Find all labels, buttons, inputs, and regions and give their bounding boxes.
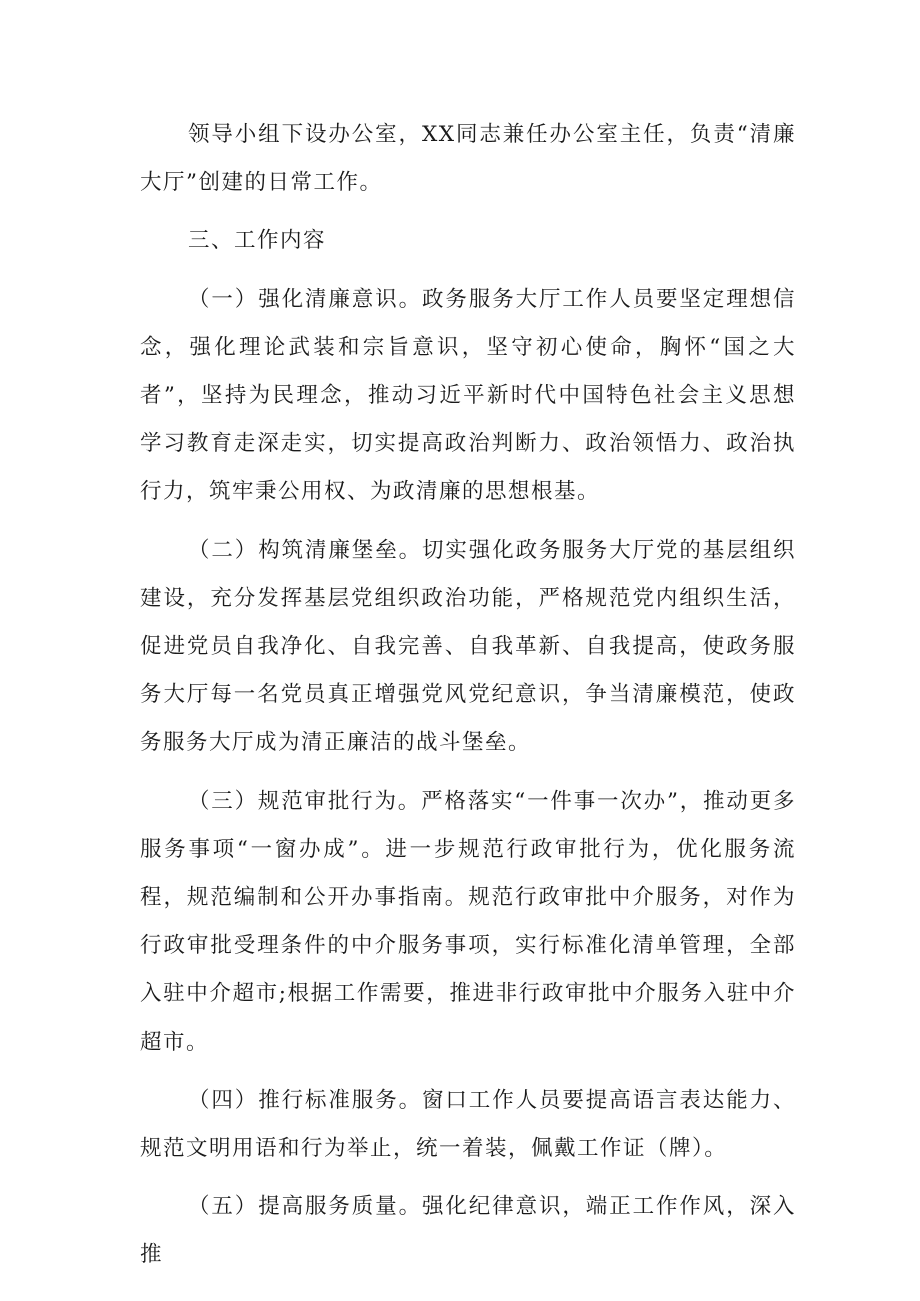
paragraph-item-4: （四）推行标准服务。窗口工作人员要提高语言表达能力、规范文明用语和行为举止，统一着装，佩戴工作证（牌）。 — [140, 1087, 796, 1162]
paragraph-item-1: （一）强化清廉意识。政务服务大厅工作人员要坚定理想信念，强化理论武装和宗旨意识，坚守初心使命，胸怀“国之大者”，坚持为民理念，推动习近平新时代中国特色社会主义思想学习教育走深走实，切实提高政治判断力、政治领悟力、政治执行力，筑牢秉公用权、为政清廉的思想根基。 — [140, 286, 796, 505]
paragraph-office-setup: 领导小组下设办公室，XX同志兼任办公室主任，负责“清廉大厅”创建的日常工作。 — [140, 122, 796, 196]
section-heading-work-content: 三、工作内容 — [188, 228, 327, 254]
document-body — [140, 111, 796, 1290]
paragraph-item-2: （二）构筑清廉堡垒。切实强化政务服务大厅党的基层组织建设，充分发挥基层党组织政治功能，严格规范党内组织生活，促进党员自我净化、自我完善、自我革新、自我提高，使政务服务大厅每一名党员真正增强党风党纪意识，争当清廉模范，使政务服务大厅成为清正廉洁的战斗堡垒。 — [140, 537, 796, 756]
paragraph-item-5: （五）提高服务质量。强化纪律意识，端正工作作风，深入推 — [140, 1194, 796, 1268]
paragraph-item-3: （三）规范审批行为。严格落实“一件事一次办”，推动更多服务事项“一窗办成”。进一步规范行政审批行为，优化服务流程，规范编制和公开办事指南。规范行政审批中介服务，对作为行政审批受理条件的中介服务事项，实行标准化清单管理，全部入驻中介超市;根据工作需要，推进非行政审批中介服务入驻中介超市。 — [140, 788, 796, 1055]
